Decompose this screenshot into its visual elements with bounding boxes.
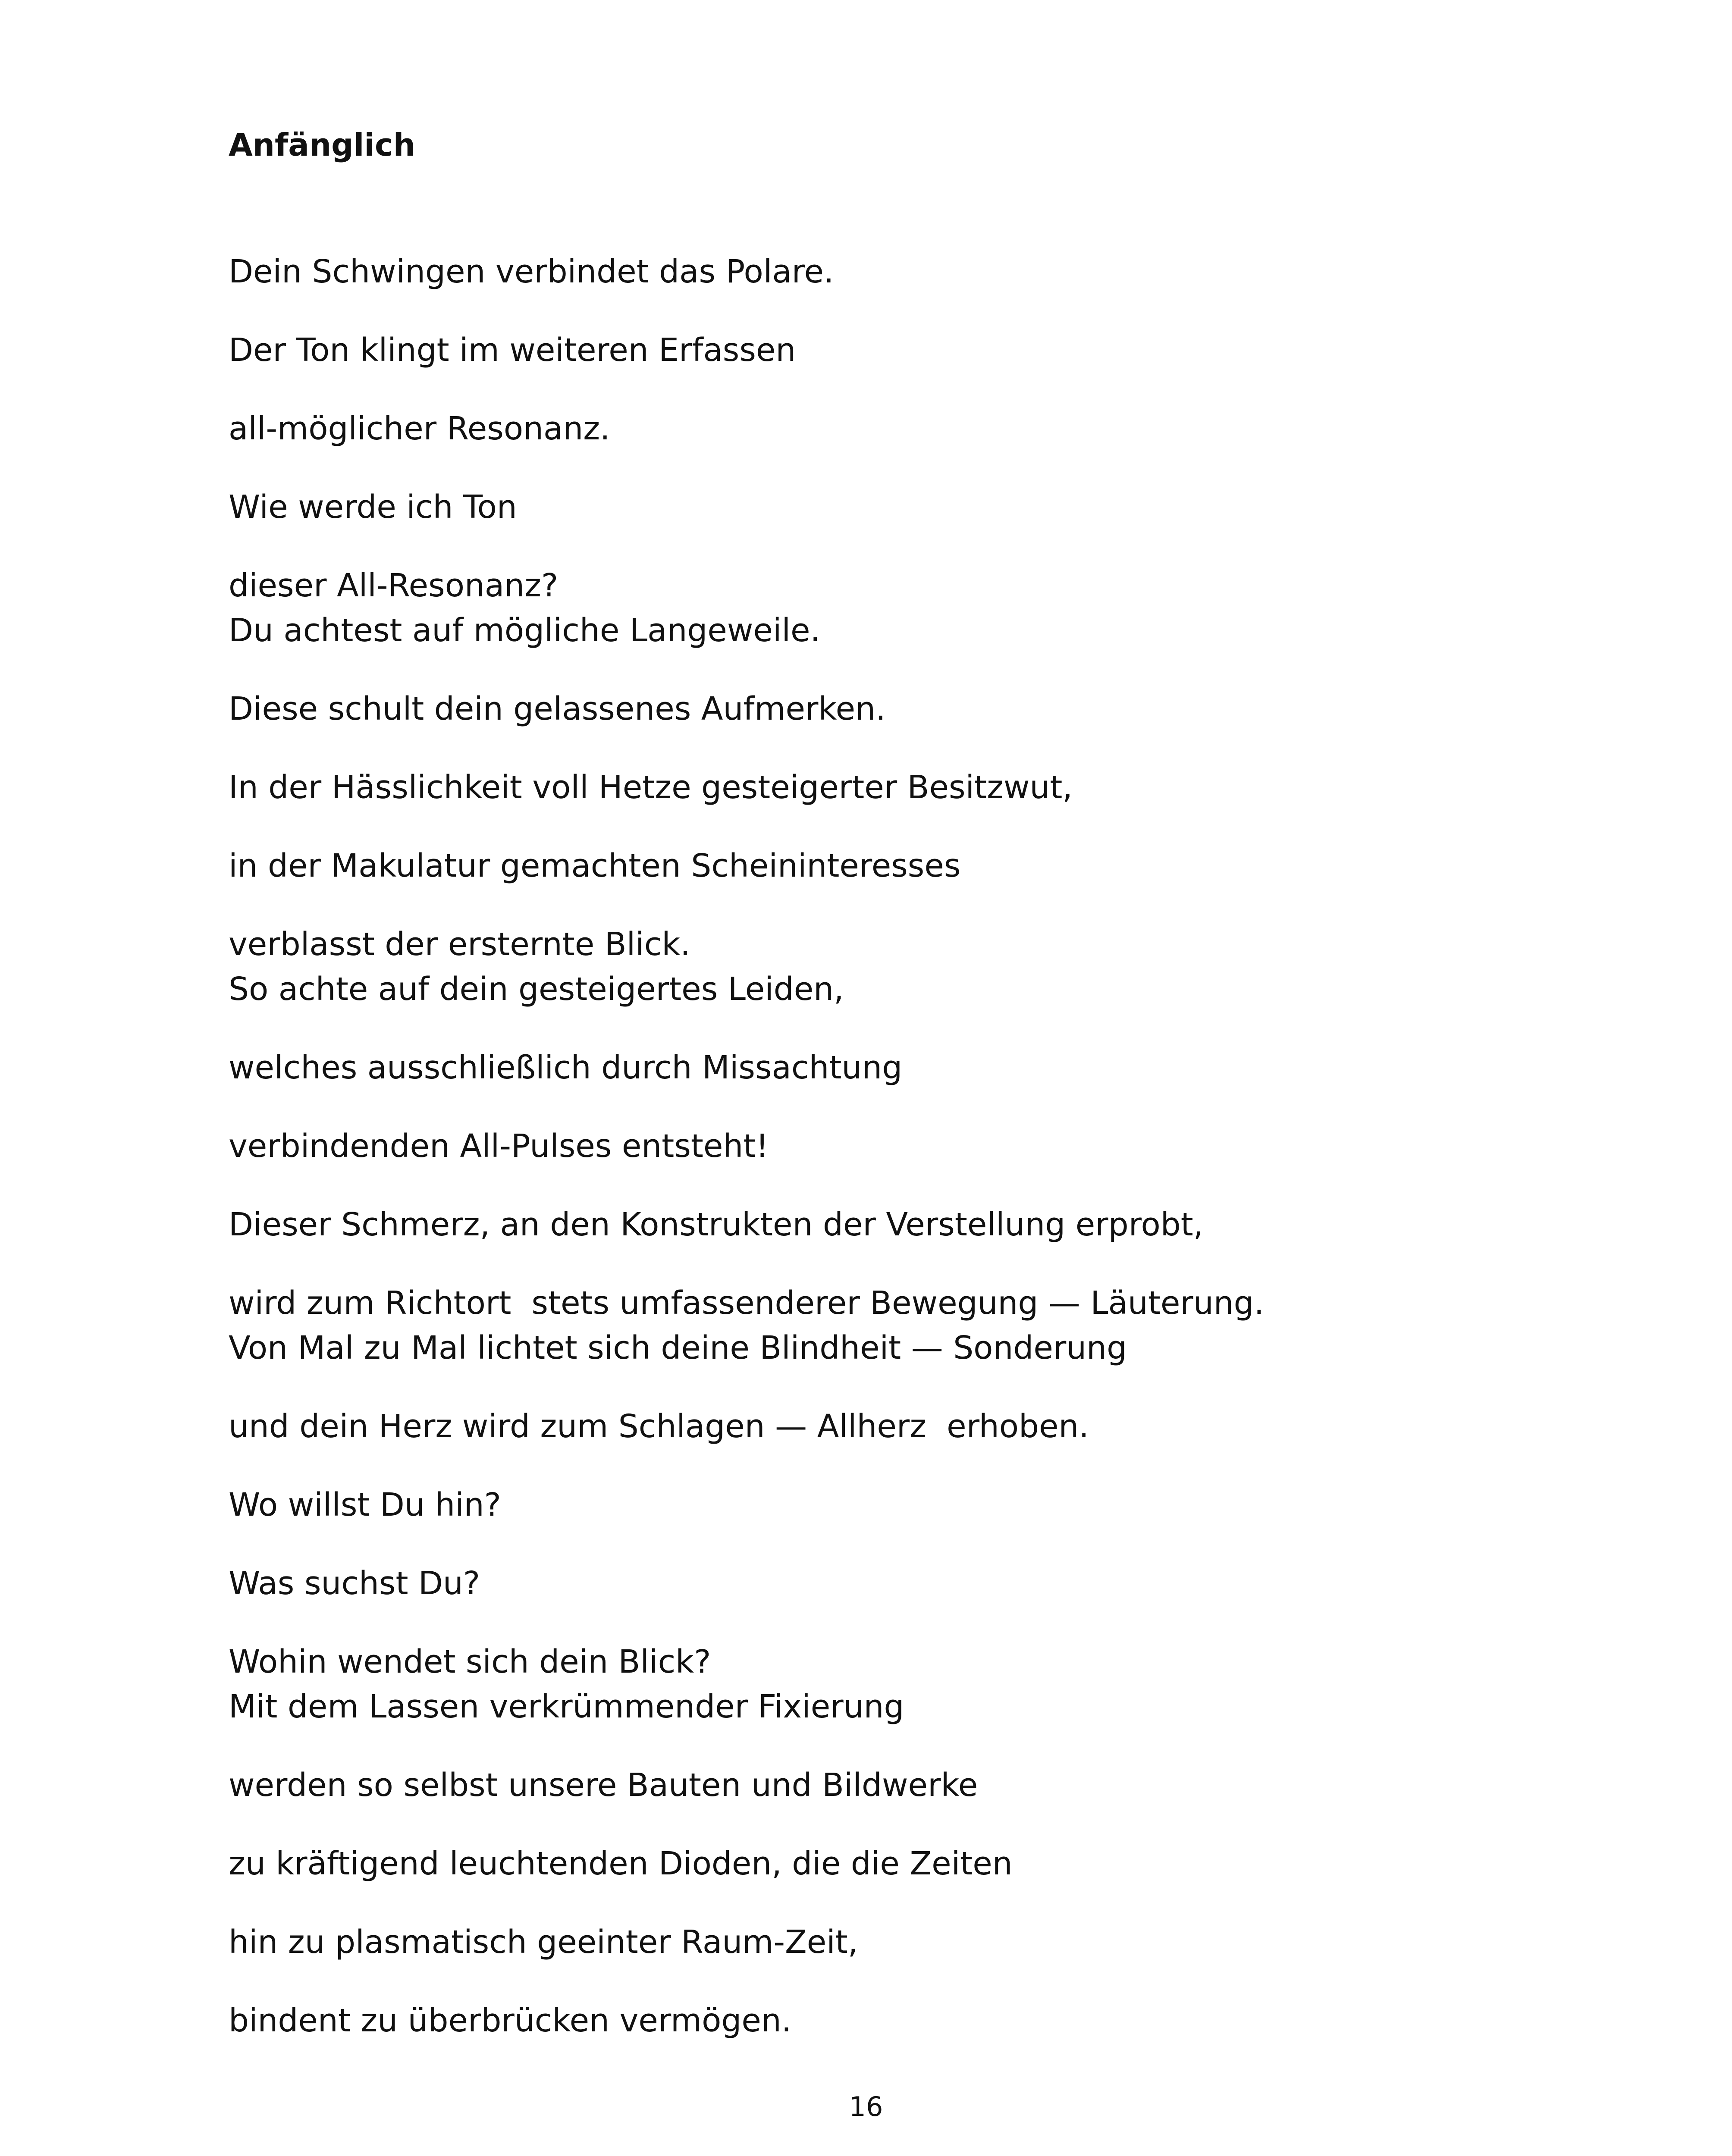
stanza-4 <box>229 1300 1127 1709</box>
poem-line: In der Hässlichkeit voll Hetze gesteigerter Besitzwut, <box>229 769 1073 806</box>
poem-line: Der Ton klingt im weiteren Erfassen <box>229 332 796 369</box>
stanza-5 <box>229 1659 1013 2068</box>
poem-line: Von Mal zu Mal lichtet sich deine Blindheit — Sonderung <box>229 1329 1127 1366</box>
poem-line: welches ausschließlich durch Missachtung <box>229 1049 903 1086</box>
poem-title: Anfänglich <box>229 127 415 163</box>
poem-line: Dieser Schmerz, an den Konstrukten der Verstellung erprobt, <box>229 1206 1204 1243</box>
poem-line: Du achtest auf mögliche Langeweile. <box>229 612 821 649</box>
poem-line: Wie werde ich Ton <box>229 489 517 526</box>
poem-line: Diese schult dein gelassenes Aufmerken. <box>229 690 886 727</box>
poem-line: Mit dem Lassen verkrümmender Fixierung <box>229 1688 904 1725</box>
poem-line: zu kräftigend leuchtenden Dioden, die die Zeiten <box>229 1845 1013 1882</box>
stanza-2 <box>229 583 1073 992</box>
poem-line: verblasst der ersternte Blick. <box>229 926 690 963</box>
poem-line: und dein Herz wird zum Schlagen — Allherz erhoben. <box>229 1408 1089 1445</box>
poem-line: hin zu plasmatisch geeinter Raum-Zeit, <box>229 1924 858 1961</box>
poem-line: verbindenden All-Pulses entsteht! <box>229 1128 769 1165</box>
poem-line: dieser All-Resonanz? <box>229 567 559 604</box>
stanza-3 <box>229 942 1264 1351</box>
poem-line: Was suchst Du? <box>229 1565 480 1602</box>
poem-line: Dein Schwingen verbindet das Polare. <box>229 253 834 290</box>
poem-line: So achte auf dein gesteigertes Leiden, <box>229 971 844 1008</box>
poem-line: Wo willst Du hin? <box>229 1486 501 1523</box>
stanza-1 <box>229 224 834 633</box>
poem-line: werden so selbst unsere Bauten und Bildwerke <box>229 1767 978 1804</box>
poem-line: in der Makulatur gemachten Scheininteresses <box>229 847 961 884</box>
poem-line: all-möglicher Resonanz. <box>229 410 610 447</box>
poem-line: wird zum Richtort stets umfassenderer Bewegung — Läuterung. <box>229 1285 1264 1322</box>
poem-line: bindent zu überbrücken vermögen. <box>229 2002 792 2039</box>
page-number: 16 <box>849 2091 883 2122</box>
poem-line: Wohin wendet sich dein Blick? <box>229 1643 711 1680</box>
